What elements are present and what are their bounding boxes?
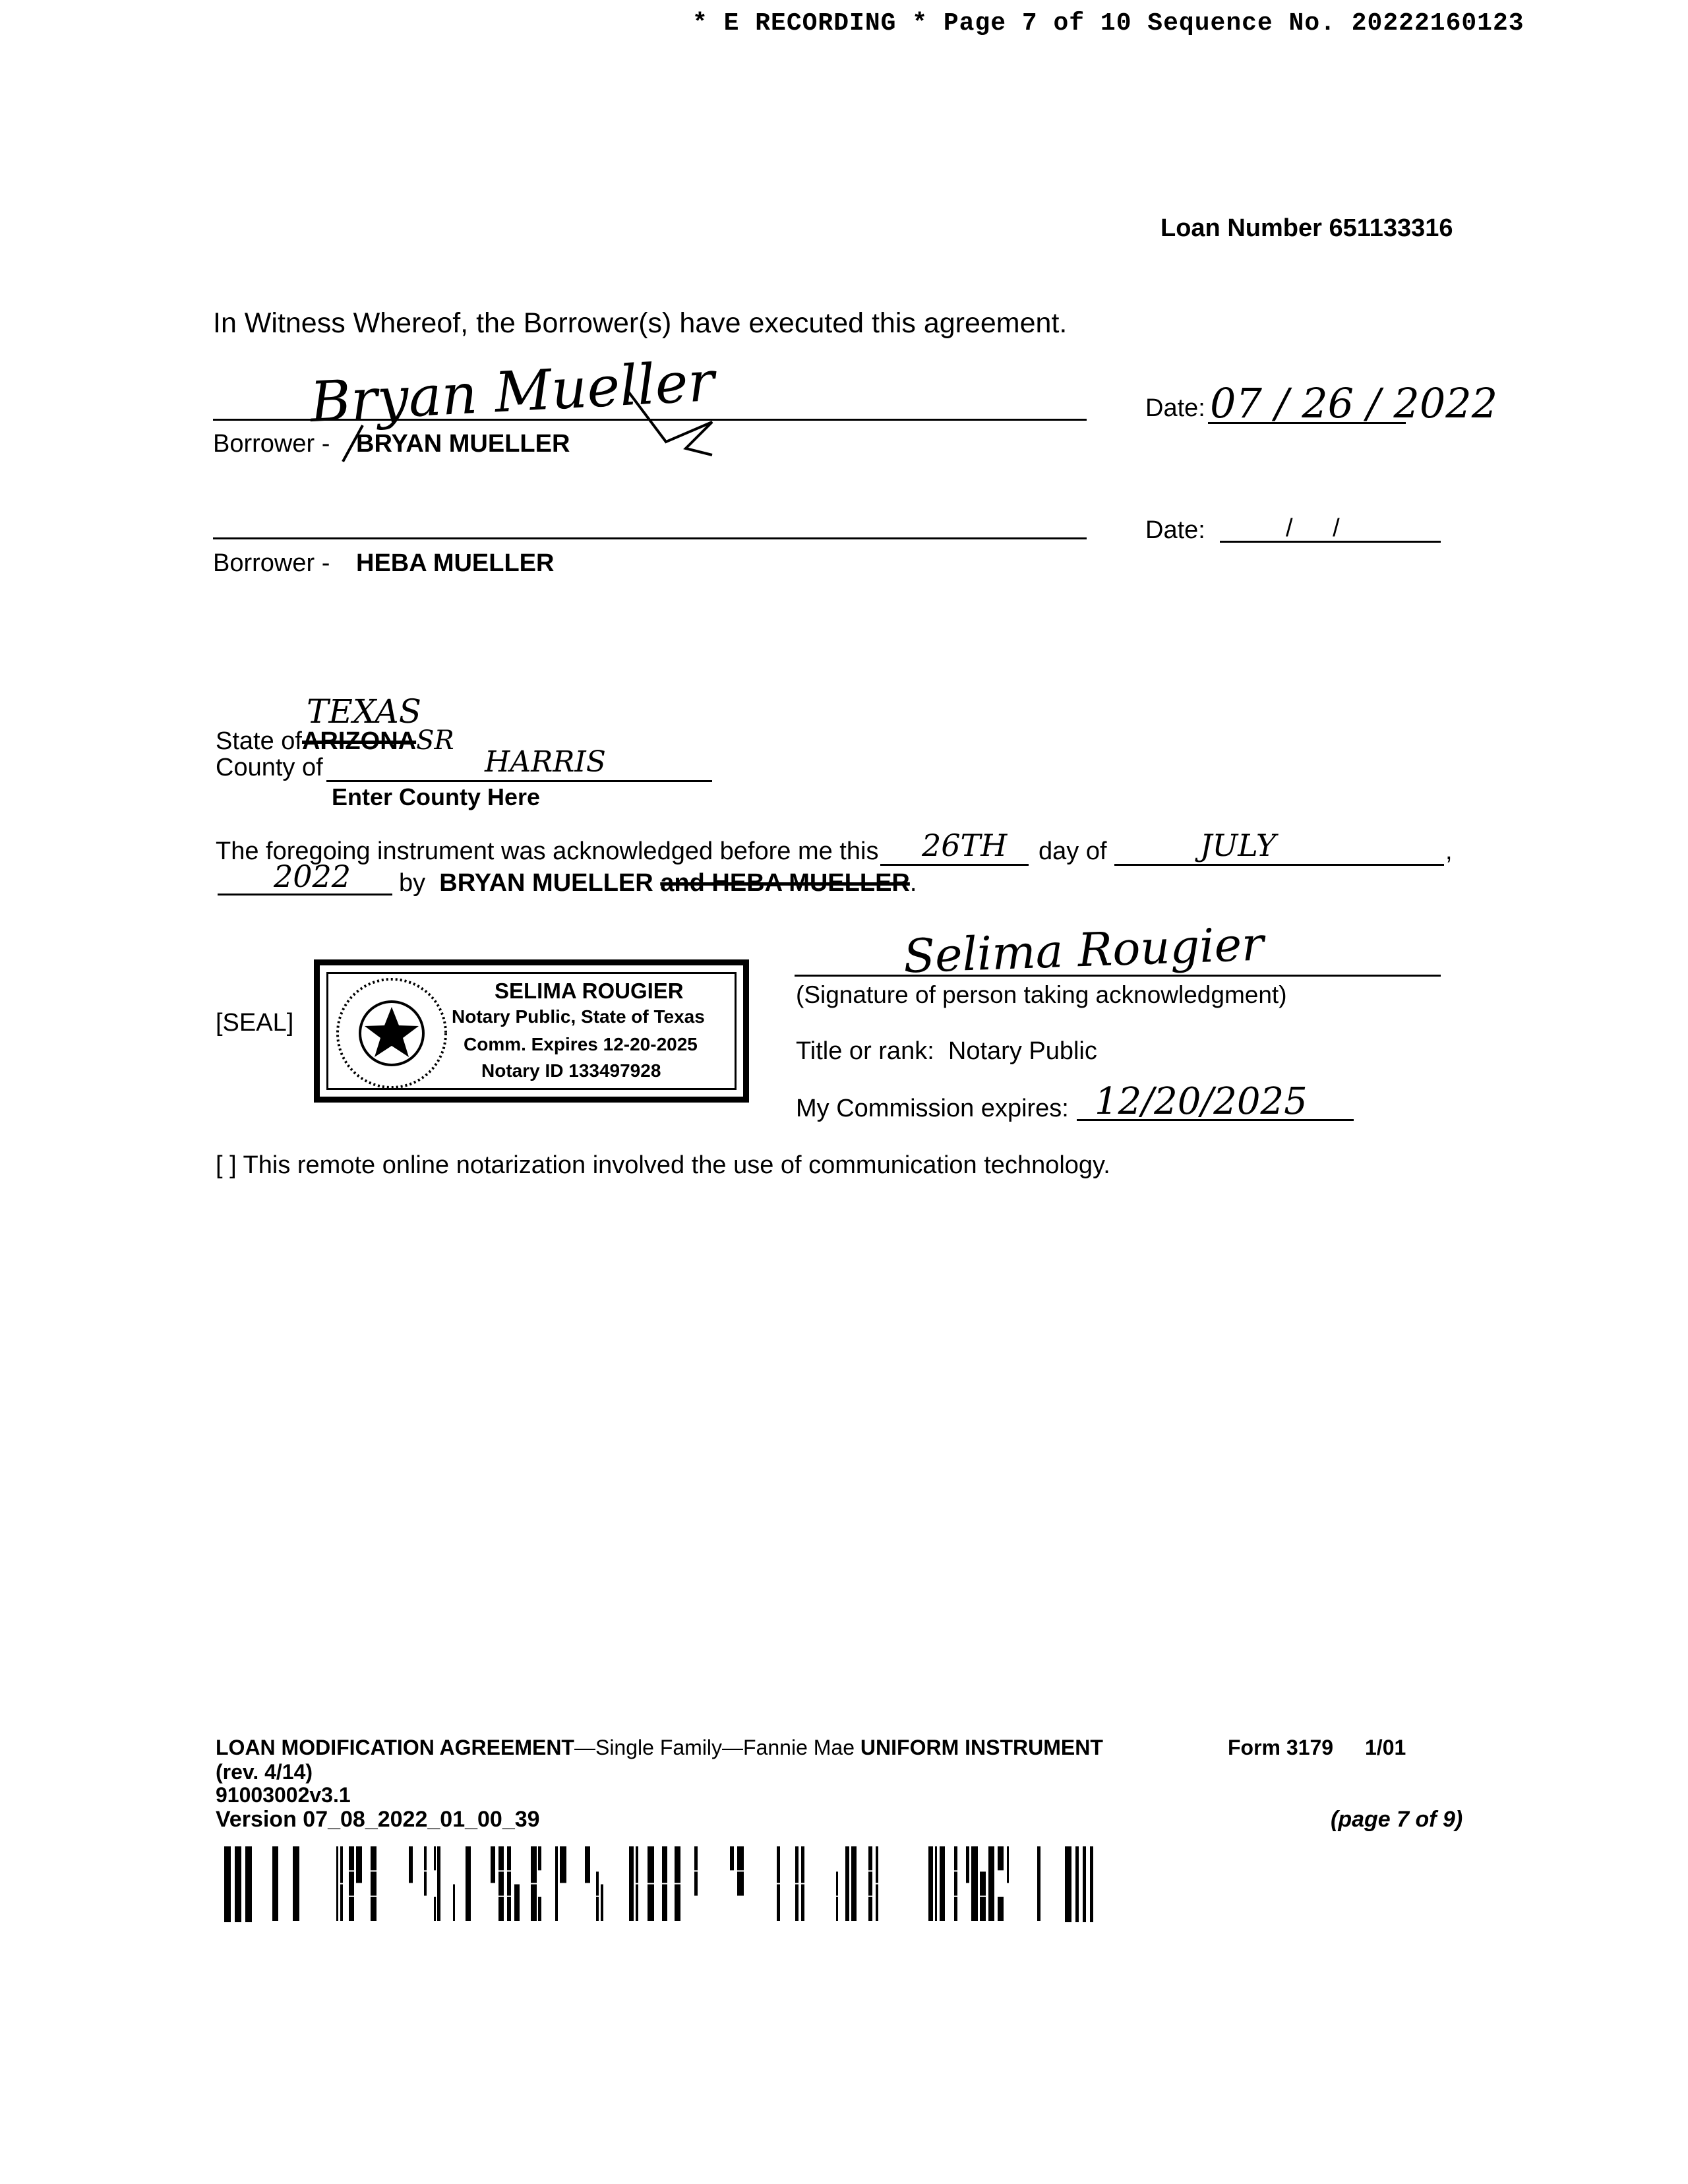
barcode-bar [928,1846,933,1921]
ack-day: 26TH [922,828,1008,863]
barcode-bar [851,1846,857,1921]
notary-signature-line [795,975,1441,977]
borrower2-signature-line [213,537,1087,539]
barcode-bar [801,1885,804,1922]
barcode-bar [1075,1846,1079,1922]
barcode-bar [876,1885,878,1922]
barcode-bar [935,1846,937,1921]
state-handwritten: TEXAS [307,692,422,731]
ack-month: JULY [1200,828,1277,863]
barcode-bar [507,1897,511,1921]
state-label: State of [216,727,302,755]
loan-number: Loan Number 651133316 [1160,214,1453,242]
barcode-bar [531,1846,537,1883]
ack-day-line [880,864,1029,866]
notary-stamp [314,959,749,1103]
ack-by-row [399,869,917,897]
barcode-bar [1083,1846,1086,1922]
borrower1-name: BRYAN MUELLER [356,430,570,458]
barcode-bar [507,1871,511,1895]
notary-title-value: Notary Public [948,1037,1097,1065]
barcode-bar [453,1885,455,1922]
barcode-bar [491,1846,495,1883]
barcode-bar [498,1871,504,1895]
barcode-bar [235,1846,241,1922]
barcode-bar [371,1846,377,1870]
barcode-bar [648,1885,654,1922]
barcode-bar [966,1846,969,1883]
borrower2-name: HEBA MUELLER [356,549,555,577]
barcode-bar [224,1846,231,1922]
barcode-bar [466,1846,471,1921]
barcode-bar [507,1846,511,1870]
barcode-bar [777,1846,780,1883]
barcode-bar [245,1846,252,1922]
form-number: Form 3179 [1228,1736,1334,1759]
form-title-rest: —Single Family—Fannie Mae [574,1736,860,1759]
barcode-bar [801,1846,804,1883]
barcode-bar [596,1871,599,1895]
barcode-bar [340,1885,343,1922]
seal-label: [SEAL] [216,1009,294,1037]
ack-year: 2022 [274,859,351,894]
county-hint: Enter County Here [332,783,541,810]
notary-seal-icon [329,971,454,1096]
remote-notarization-text: [ ] This remote online notarization involved the use of communication technology. [216,1151,1110,1179]
barcode-bar [675,1885,680,1922]
county-label: County of [216,754,323,781]
barcode-bar [636,1846,638,1883]
notary-signature-caption: (Signature of person taking acknowledgment) [796,981,1287,1008]
barcode-bar [868,1871,872,1895]
barcode-bar [694,1871,698,1895]
barcode-bar [424,1871,427,1895]
borrower1-date-label: Date: [1145,394,1205,422]
stamp-line2: Notary Public, State of Texas [452,1006,705,1027]
ack-month-line [1114,864,1444,866]
barcode-bar [434,1846,436,1870]
barcode-bar [845,1846,849,1921]
barcode-bar [795,1885,799,1922]
witness-statement: In Witness Whereof, the Borrower(s) have executed this agreement. [213,307,1068,339]
barcode-bar [514,1885,520,1922]
barcode-bar [980,1871,986,1895]
ack-by: by [399,869,426,897]
stamp-name: SELIMA ROUGIER [495,979,684,1003]
form-date: 1/01 [1365,1736,1406,1759]
stamp-line3: Comm. Expires 12-20-2025 [464,1034,698,1054]
state-initials: SR [416,725,454,756]
notary-title-label: Title or rank: [796,1037,934,1065]
barcode-bar [349,1846,354,1870]
borrower1-signature-line [213,419,1087,421]
barcode-bar [560,1846,566,1883]
ack-text2: day of [1039,837,1107,865]
form-code: 91003002v3.1 [216,1783,351,1807]
county-line [326,780,712,782]
ack-text1: The foregoing instrument was acknowledged before me this [216,837,879,865]
commission-value: 12/20/2025 [1095,1080,1308,1123]
barcode-bar [1090,1846,1093,1922]
state-struck-value: ARIZONA [301,727,417,755]
barcode-bar [998,1897,1004,1921]
barcode-bar [336,1846,338,1921]
barcode-bar [596,1897,599,1921]
barcode-bar [437,1846,440,1921]
footer-form-title [216,1736,1103,1760]
barcode-bar [868,1897,872,1921]
barcode-bar [272,1846,278,1921]
barcode-bar [836,1871,838,1895]
barcode-bar [349,1897,354,1921]
barcode-bar [498,1897,504,1921]
barcode-bar [356,1846,362,1883]
barcode [224,1846,1121,1922]
barcode-bar [555,1846,558,1921]
form-page: (page 7 of 9) [1331,1807,1463,1832]
notary-signature: Selima Rougier [902,917,1265,984]
barcode-bar [293,1846,299,1921]
barcode-bar [675,1846,680,1883]
borrower1-signature: Bryan Mueller [308,349,716,435]
barcode-bar [836,1897,838,1921]
barcode-bar [371,1897,377,1921]
barcode-bar [424,1846,427,1870]
barcode-bar [648,1846,654,1883]
barcode-bar [629,1846,634,1921]
barcode-bar [1007,1846,1009,1883]
recording-header: * E RECORDING * Page 7 of 10 Sequence No. 20222160123 [692,9,1524,38]
barcode-bar [737,1846,744,1870]
barcode-bar [730,1846,734,1870]
barcode-bar [954,1846,957,1870]
borrower2-label: Borrower - [213,549,330,577]
barcode-bar [538,1897,541,1921]
notary-title-row [796,1037,1097,1066]
barcode-bar [662,1885,667,1922]
county-handwritten: HARRIS [485,745,606,779]
form-rev: (rev. 4/14) [216,1760,313,1784]
barcode-bar [601,1885,603,1922]
barcode-bar [538,1846,541,1870]
commission-label: My Commission expires: [796,1095,1069,1122]
state-row [216,725,454,756]
barcode-bar [876,1846,878,1883]
barcode-bar [980,1897,986,1921]
barcode-bar [662,1846,667,1883]
barcode-bar [940,1846,945,1921]
borrower2-date-blank: / / [1286,514,1340,542]
barcode-bar [998,1846,1004,1870]
borrower2-date-label: Date: [1145,516,1205,544]
form-title-bold2: UNIFORM INSTRUMENT [860,1736,1103,1759]
stamp-line4: Notary ID 133497928 [481,1060,661,1081]
barcode-bar [777,1885,780,1922]
signature-flourish [316,349,725,481]
barcode-bar [971,1846,978,1921]
barcode-bar [954,1871,957,1895]
barcode-bar [1065,1846,1071,1922]
ack-struck-name: and HEBA MUELLER [660,869,910,897]
form-title-bold: LOAN MODIFICATION AGREEMENT [216,1736,574,1759]
barcode-bar [340,1846,343,1883]
ack-period: . [909,869,917,897]
barcode-bar [636,1885,638,1922]
barcode-bar [349,1871,354,1895]
barcode-bar [409,1846,413,1883]
barcode-bar [795,1846,799,1883]
barcode-bar [954,1897,957,1921]
barcode-bar [868,1846,872,1870]
barcode-bar [498,1846,504,1870]
ack-name: BRYAN MUELLER [439,869,653,897]
barcode-bar [531,1885,537,1922]
borrower1-label: Borrower - [213,430,330,458]
barcode-bar [1037,1846,1040,1921]
borrower1-date-value: 07 / 26 / 2022 [1210,379,1498,427]
barcode-bar [434,1897,436,1921]
barcode-bar [371,1871,377,1895]
barcode-bar [694,1846,698,1870]
form-version: Version 07_08_2022_01_00_39 [216,1807,540,1832]
barcode-bar [988,1846,994,1921]
barcode-bar [585,1846,590,1883]
ack-comma: , [1445,837,1453,865]
barcode-bar [737,1871,744,1895]
